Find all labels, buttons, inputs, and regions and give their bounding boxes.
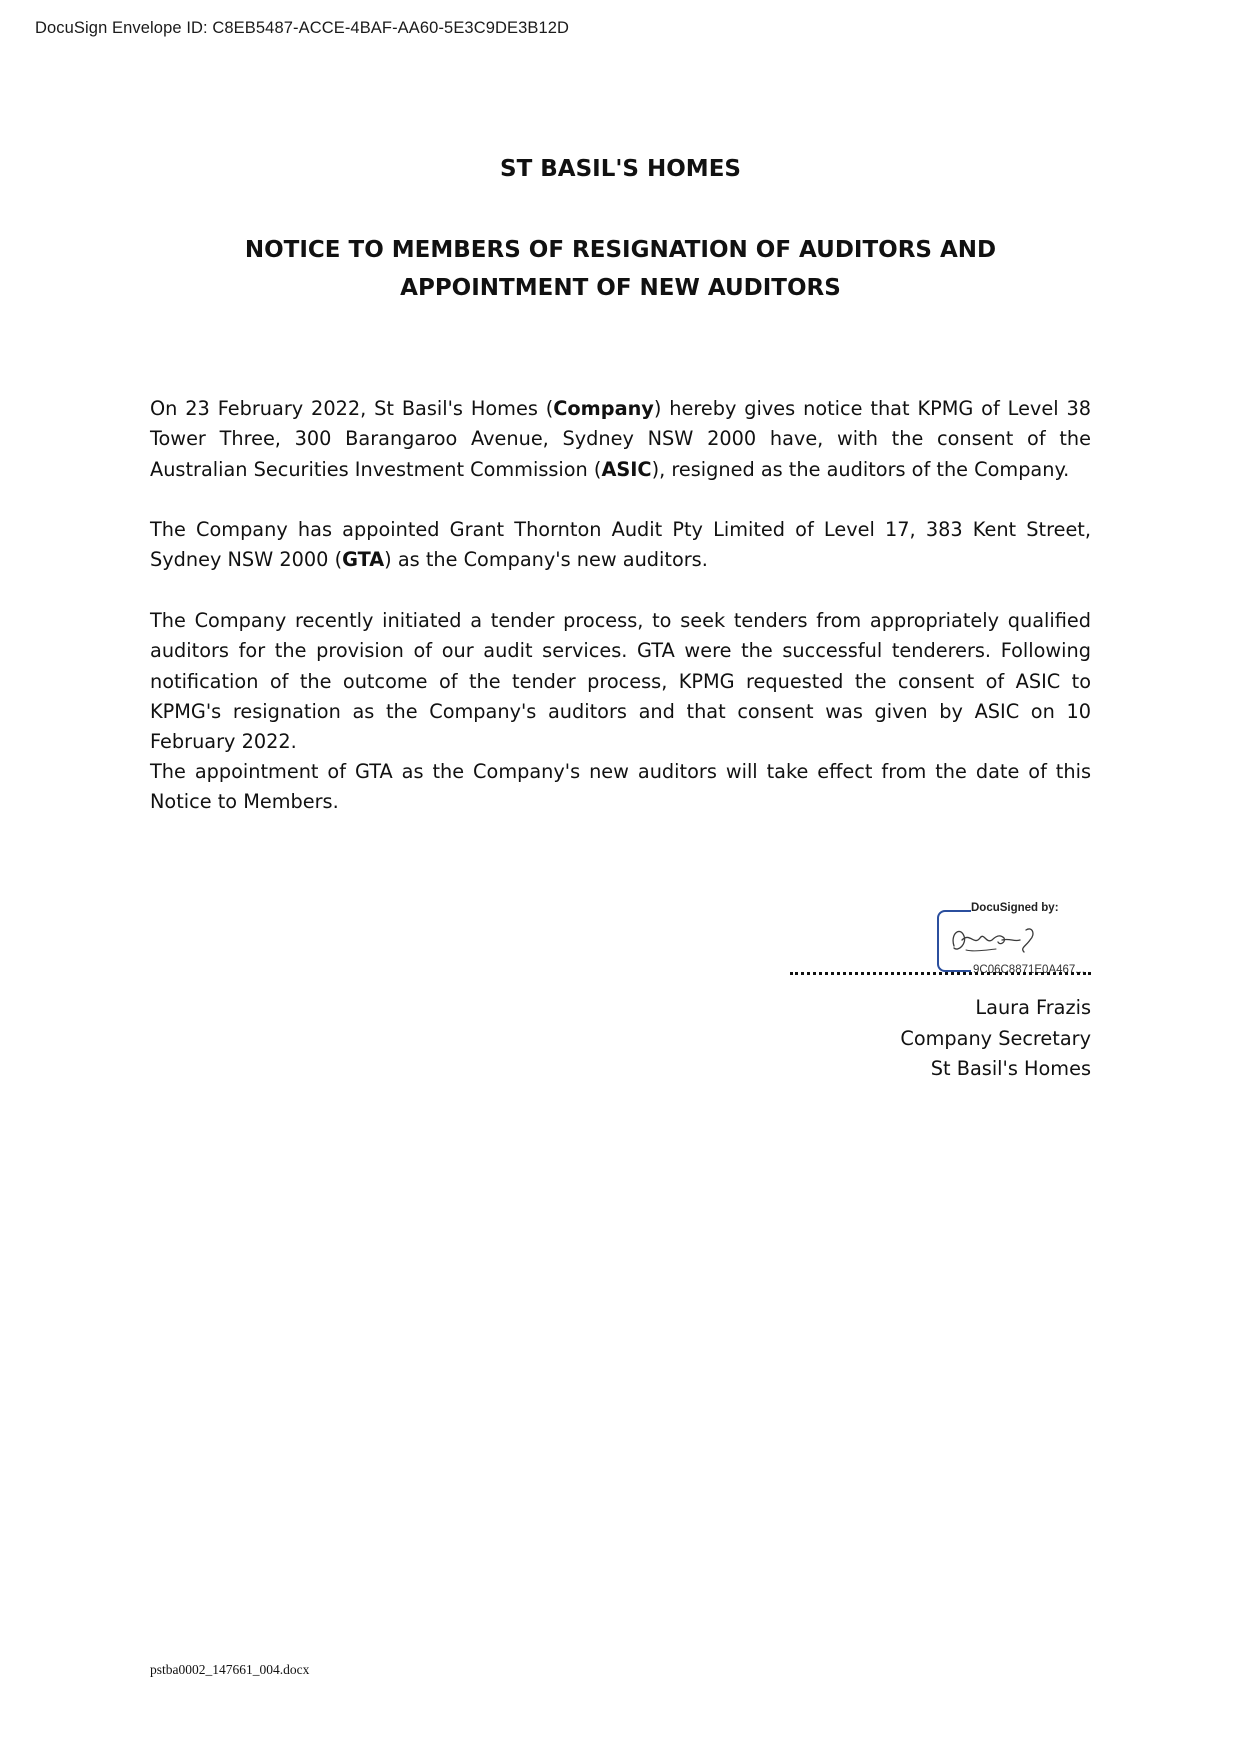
notice-title-line-2: APPOINTMENT OF NEW AUDITORS — [400, 275, 841, 301]
paragraph-appointment — [150, 515, 1091, 576]
paragraph-tender-process: The Company recently initiated a tender process, to seek tenders from appropriately qualified auditors for the provision of our audit services. GTA were the successful tenderers. Following notification of the outcome of the tender process, KPMG requested the consent of ASIC to KPMG's resignation as the Company's auditors and that consent was given by ASIC on 10 February 2022. — [150, 609, 1091, 754]
paragraph-resignation — [150, 394, 1091, 485]
docusign-signature-block — [790, 902, 1091, 982]
organisation-title: ST BASIL'S HOMES — [500, 156, 741, 182]
signer-name: Laura Frazis — [975, 996, 1091, 1019]
defined-term-company: Company — [553, 397, 654, 420]
paragraph-1-text-a: On 23 February 2022, St Basil's Homes ( — [150, 397, 554, 420]
paragraph-effective-date: The appointment of GTA as the Company's new auditors will take effect from the date of this Notice to Members. — [150, 760, 1091, 814]
notice-title — [200, 231, 1041, 307]
paragraph-1-text-c: ), resigned as the auditors of the Company. — [651, 457, 1070, 481]
docusign-envelope-id: DocuSign Envelope ID: C8EB5487-ACCE-4BAF-AA60-5E3C9DE3B12D — [35, 19, 570, 37]
footer-filename: pstba0002_147661_004.docx — [150, 1662, 310, 1677]
docusigned-by-label: DocuSigned by: — [971, 902, 1059, 914]
signature-dotted-line — [790, 972, 1091, 975]
signer-hash-id: 9C06C8871E0A467... — [973, 964, 1085, 976]
defined-term-gta: GTA — [342, 548, 385, 572]
notice-title-line-1: NOTICE TO MEMBERS OF RESIGNATION OF AUDITORS AND — [244, 237, 997, 263]
signer-role: Company Secretary — [900, 1027, 1091, 1050]
paragraph-2-text-b: ) as the Company's new auditors. — [384, 548, 708, 572]
paragraph-2-text-a: The Company has appointed Grant Thornton Audit Pty Limited of Level 17, 383 Kent Street, Sydney NSW 2000 ( — [150, 518, 1091, 572]
docusign-bracket-top — [958, 910, 970, 912]
handwritten-signature-icon — [940, 916, 1060, 962]
defined-term-asic: ASIC — [601, 457, 652, 481]
signer-organisation: St Basil's Homes — [930, 1057, 1091, 1080]
paragraph-1-text-b: ) hereby gives notice that KPMG of Level 38 Tower Three, 300 Barangaroo Avenue, Sydney NSW 2000 have, with the consent of the Australian Securities Investment Commission ( — [150, 397, 1091, 481]
